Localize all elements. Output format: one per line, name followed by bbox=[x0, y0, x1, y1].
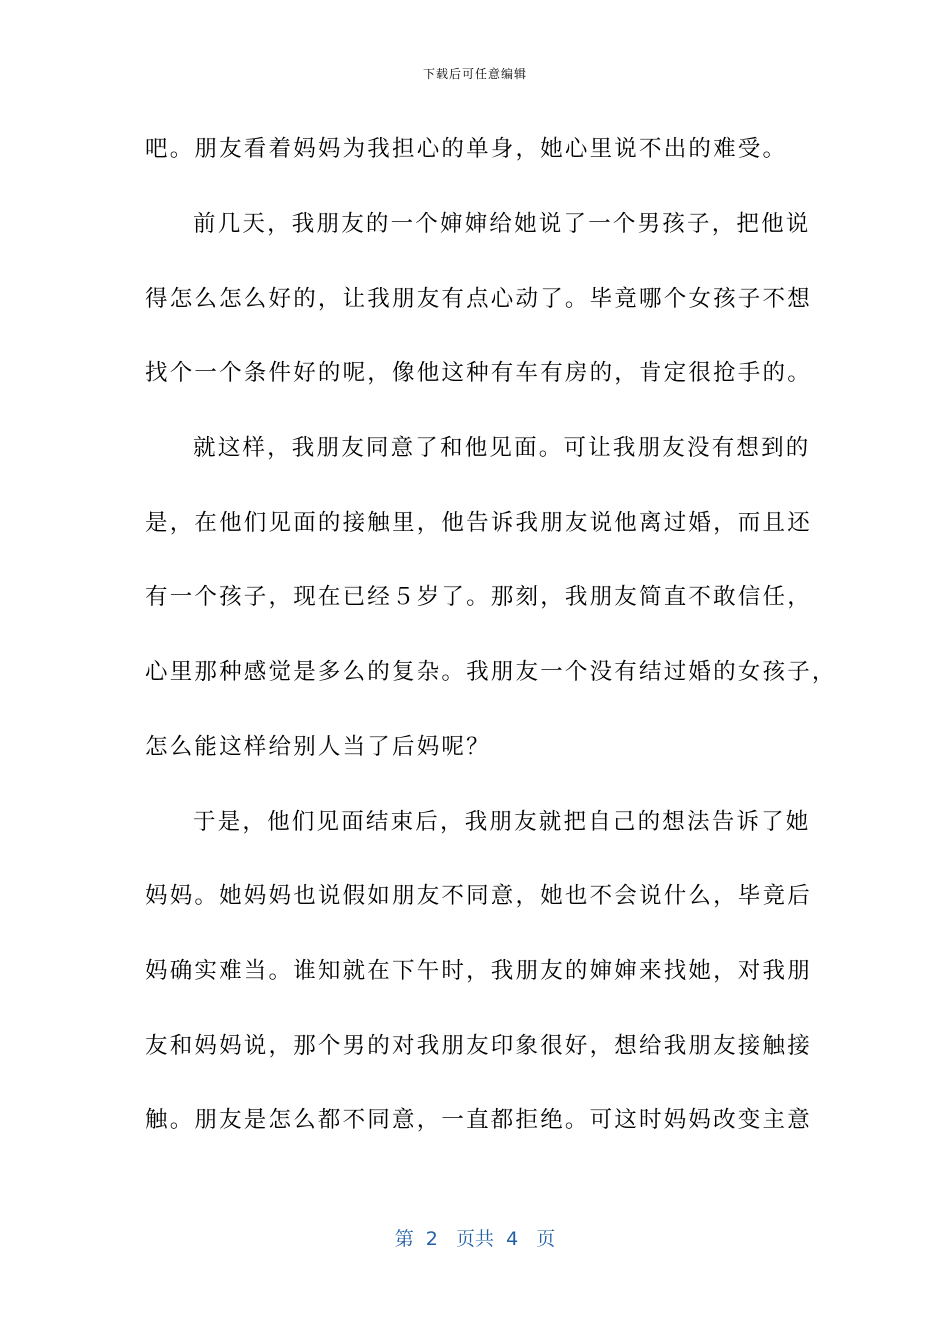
text-line: 有一个孩子，现在已经５岁了。那刻，我朋友简直不敢信任， bbox=[145, 584, 812, 611]
text-line: 怎么能这样给别人当了后妈呢？ bbox=[145, 733, 491, 760]
text-line: 妈确实难当。谁知就在下午时，我朋友的婶婶来找她，对我朋 bbox=[145, 957, 812, 984]
text-line: 前几天，我朋友的一个婶婶给她说了一个男孩子，把他说 bbox=[193, 211, 811, 238]
text-line: 得怎么怎么好的，让我朋友有点心动了。毕竟哪个女孩子不想 bbox=[145, 285, 812, 312]
page-number-footer: 第 2 页共 4 页 bbox=[394, 1228, 556, 1250]
page-header: 下载后可任意编辑 bbox=[422, 67, 527, 81]
text-line: 找个一个条件好的呢，像他这种有车有房的，肯定很抢手的。 bbox=[145, 360, 812, 387]
text-line: 就这样，我朋友同意了和他见面。可让我朋友没有想到的 bbox=[193, 435, 811, 462]
text-line: 妈妈。她妈妈也说假如朋友不同意，她也不会说什么，毕竟后 bbox=[145, 883, 812, 910]
text-line: 吧。朋友看着妈妈为我担心的单身，她心里说不出的难受。 bbox=[145, 136, 788, 163]
text-line: 心里那种感觉是多么的复杂。我朋友一个没有结过婚的女孩子， bbox=[145, 659, 837, 686]
text-line: 触。朋友是怎么都不同意，一直都拒绝。可这时妈妈改变主意 bbox=[145, 1107, 812, 1134]
text-line: 友和妈妈说，那个男的对我朋友印象很好，想给我朋友接触接 bbox=[145, 1032, 812, 1059]
text-line: 于是，他们见面结束后，我朋友就把自己的想法告诉了她 bbox=[193, 808, 811, 835]
document-body bbox=[145, 110, 837, 1156]
text-line: 是，在他们见面的接触里，他告诉我朋友说他离过婚，而且还 bbox=[145, 509, 812, 536]
